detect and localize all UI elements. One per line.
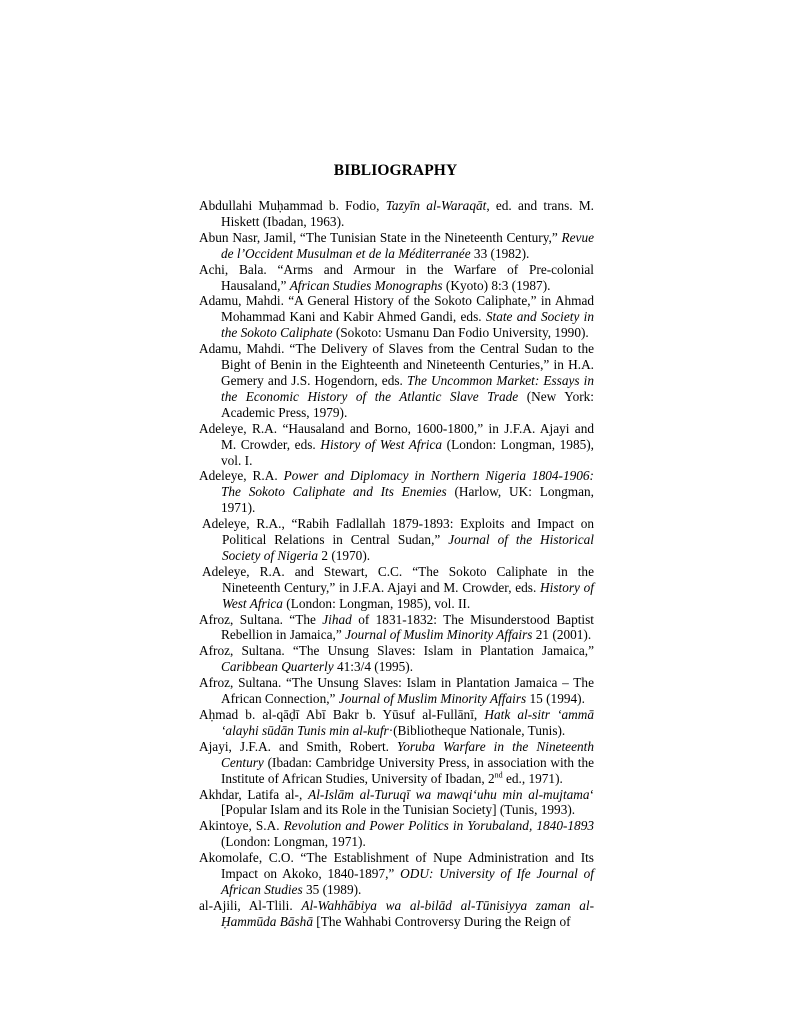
italic-title: ODU: University of Ife Journal of African Studies: [221, 866, 594, 897]
bibliography-entry: [199, 612, 594, 644]
italic-title: Al-Islām al-Turuqī wa mawqi‘uhu min al-mujtama: [308, 786, 590, 802]
bibliography-list: [199, 198, 594, 930]
bibliography-entry: [199, 818, 594, 850]
bibliography-entry: [199, 468, 594, 516]
italic-title: Hatk al-sitr ‘ammā ‘alayhi sūdān Tunis min al-kufr: [221, 707, 594, 738]
italic-title: Yoruba Warfare in the Nineteenth Century: [221, 738, 594, 770]
entry-text: 35 (1989).: [302, 881, 362, 897]
entry-text: Abdullahi Muḥammad b. Fodio,: [199, 198, 386, 213]
entry-text: Aḥmad b. al-qāḍī Abī Bakr b. Yūsuf al-Fullānī,: [199, 707, 485, 722]
entry-text: 33 (1982).: [470, 245, 530, 261]
entry-text: Adeleye, R.A.: [199, 468, 284, 484]
entry-text: (Kyoto) 8:3 (1987).: [442, 277, 551, 293]
entry-text: Akhdar, Latifa al-,: [199, 786, 309, 802]
bibliography-entry: [199, 707, 594, 739]
superscript-text: nd: [494, 770, 503, 780]
entry-text: ed., 1971).: [502, 770, 563, 786]
entry-text: (London: Longman, 1985), vol. I.: [221, 436, 594, 468]
entry-text: Adamu, Mahdi. “The Delivery of Slaves from the Central Sudan to the Bight of Benin in the Eighteenth and Nineteenth Centuries,” in H.A. Gemery and J.S. Hogendorn, eds.: [199, 341, 594, 388]
entry-text: Akomolafe, C.O. “The Establishment of Nupe Administration and Its Impact on Akoko, 1840-1897,”: [199, 850, 594, 882]
bibliography-entry: [199, 643, 594, 675]
entry-text: ‘ [Popular Islam and its Role in the Tunisian Society] (Tunis, 1993).: [221, 786, 595, 818]
italic-title: Revolution and Power Politics in Yorubaland, 1840-1893: [283, 818, 594, 834]
entry-text: ·(Bibliotheque Nationale, Tunis).: [388, 722, 566, 738]
bibliography-entry: [199, 516, 594, 564]
bibliography-entry: [199, 898, 594, 930]
entry-text: Achi, Bala. “Arms and Armour in the Warfare of Pre-colonial Hausaland,”: [199, 261, 594, 293]
entry-text: (Ibadan: Cambridge University Press, in association with the Institute of African Studies, University of Ibadan, 2: [221, 754, 594, 786]
italic-title: History of West Africa: [320, 436, 443, 452]
italic-title: Journal of Muslim Minority Affairs: [345, 627, 533, 643]
entry-text: Afroz, Sultana. “The: [199, 611, 323, 627]
entry-text: (Sokoto: Usmanu Dan Fodio University, 1990).: [332, 325, 589, 341]
bibliography-entry: [199, 850, 594, 898]
bibliography-entry: [199, 564, 594, 612]
entry-text: Adamu, Mahdi. “A General History of the Sokoto Caliphate,” in Ahmad Mohammad Kani and Kabir Ahmed Gandi, eds.: [199, 293, 594, 325]
entry-text: 21 (2001).: [532, 627, 592, 643]
italic-title: Caribbean Quarterly: [221, 659, 334, 675]
italic-title: Journal of Muslim Minority Affairs: [338, 691, 527, 707]
bibliography-entry: [199, 421, 594, 469]
entry-text: of 1831-1832: The Misunderstood Baptist Rebellion in Jamaica,”: [221, 611, 594, 643]
entry-text: (New York: Academic Press, 1979).: [221, 388, 594, 420]
entry-text: Abun Nasr, Jamil, “The Tunisian State in the Nineteenth Century,”: [199, 229, 562, 245]
italic-title: Jihad: [322, 611, 352, 627]
entry-text: Ajayi, J.F.A. and Smith, Robert.: [199, 738, 398, 754]
italic-title: African Studies Monographs: [289, 277, 443, 293]
italic-title: Power and Diplomacy in Northern Nigeria 1804-1906: The Sokoto Caliphate and Its Enemies: [221, 468, 594, 500]
bibliography-entry: [199, 739, 594, 787]
entry-text: Afroz, Sultana. “The Unsung Slaves: Islam in Plantation Jamaica,”: [199, 643, 594, 659]
entry-text: 41:3/4 (1995).: [333, 659, 414, 675]
entry-text: (Harlow, UK: Longman, 1971).: [221, 484, 594, 516]
entry-text: Akintoye, S.A.: [199, 818, 284, 834]
entry-text: Adeleye, R.A. and Stewart, C.C. “The Sokoto Caliphate in the Nineteenth Century,” in J.F.A. Ajayi and M. Crowder, eds.: [202, 563, 594, 595]
italic-title: The Uncommon Market: Essays in the Economic History of the Atlantic Slave Trade: [221, 372, 594, 404]
entry-text: 2 (1970).: [318, 547, 371, 563]
italic-title: Al-Wahhābiya wa al-bilād al-Tūnisiyya zaman al-Ḥammūda Bāshā: [221, 897, 594, 929]
bibliography-entry: [199, 262, 594, 294]
bibliography-entry: [199, 787, 594, 819]
bibliography-entry: [199, 230, 594, 262]
entry-text: (London: Longman, 1971).: [221, 834, 366, 850]
entry-text: 15 (1994).: [526, 691, 585, 707]
entry-text: (London: Longman, 1985), vol. II.: [282, 595, 471, 611]
italic-title: Revue de l’Occident Musulman et de la Méditerranée: [221, 229, 594, 261]
entry-text: [The Wahhabi Controversy During the Reign of: [312, 913, 571, 929]
bibliography-entry: [199, 293, 594, 341]
entry-text: Afroz, Sultana. “The Unsung Slaves: Islam in Plantation Jamaica – The African Connection,”: [199, 675, 594, 707]
italic-title: History of West Africa: [222, 579, 594, 611]
page-title: BIBLIOGRAPHY: [333, 162, 458, 179]
italic-title: Journal of the Historical Society of Nigeria: [222, 532, 594, 563]
entry-text: al-Ajili, Al-Tlili.: [199, 897, 302, 913]
bibliography-entry: [199, 198, 594, 230]
italic-title: Tazyīn al-Waraqāt: [385, 198, 487, 213]
entry-text: Adeleye, R.A., “Rabih Fadlallah 1879-1893: Exploits and Impact on Political Relations in Central Sudan,”: [202, 516, 594, 548]
bibliography-entry: [199, 341, 594, 421]
entry-text: Adeleye, R.A. “Hausaland and Borno, 1600-1800,” in J.F.A. Ajayi and M. Crowder, eds.: [199, 420, 594, 452]
italic-title: State and Society in the Sokoto Caliphate: [221, 309, 594, 341]
bibliography-entry: [199, 675, 594, 707]
entry-text: , ed. and trans. M. Hiskett (Ibadan, 1963).: [221, 198, 594, 229]
